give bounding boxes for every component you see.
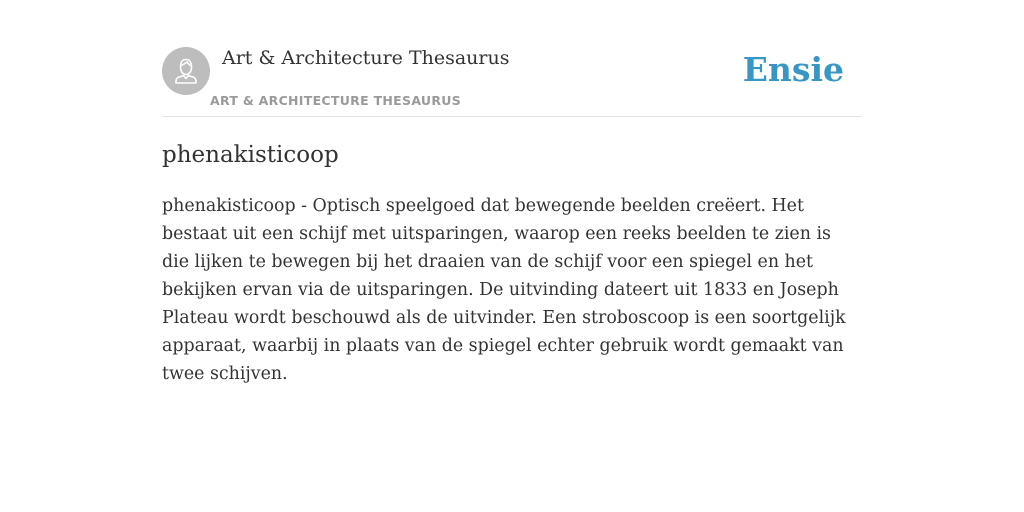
definition-text: phenakisticoop - Optisch speelgoed dat bewegende beelden creëert. Het bestaat uit een schijf met uitsparingen, waarop een reeks beelden te zien is die lijken te bewegen bij het draaien van de schijf voor een spiegel en het bekijken ervan via de uitsparingen. De uitvinding dateert uit 1833 en Joseph Plateau wordt beschouwd als de uitvinder. Een stroboscoop is een soortgelijk apparaat, waarbij in plaats van de spiegel echter gebruik wordt gemaakt van twee schijven.: [162, 196, 846, 384]
brand-logo-link[interactable]: Ensie: [742, 50, 844, 89]
user-icon: [162, 47, 210, 95]
source-header: [162, 46, 862, 117]
source-avatar[interactable]: [162, 47, 210, 95]
source-subtitle: ART & ARCHITECTURE THESAURUS: [210, 93, 462, 108]
page-title: phenakisticoop: [162, 142, 339, 168]
source-title[interactable]: Art & Architecture Thesaurus: [222, 47, 510, 69]
